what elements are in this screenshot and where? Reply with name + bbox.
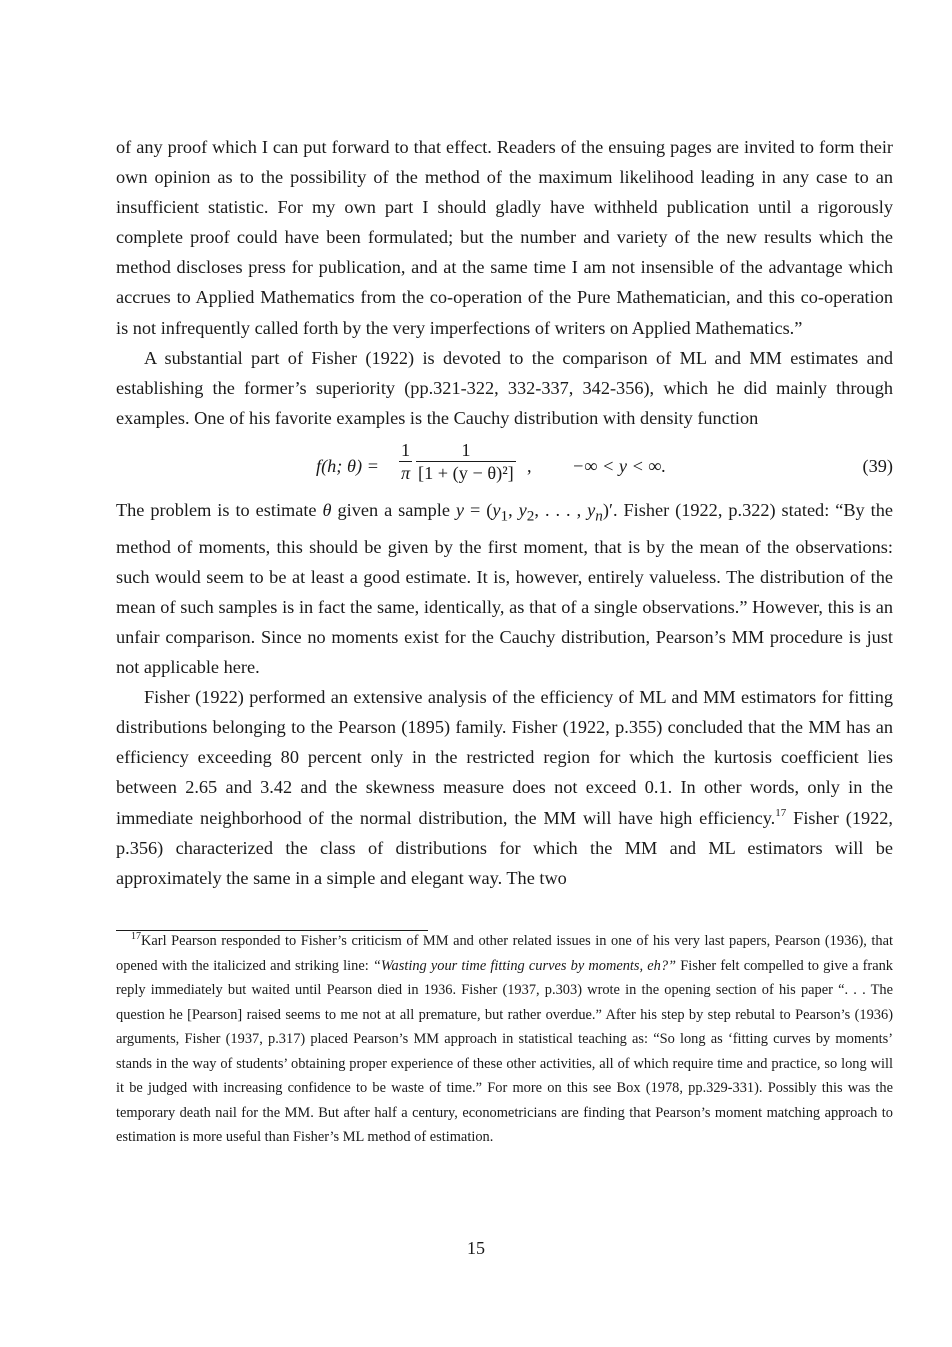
text-run: , . . . ,	[534, 499, 588, 520]
text-run: given a sample	[331, 499, 456, 520]
fraction-numerator: 1	[401, 439, 411, 460]
equation-comma: ,	[527, 455, 532, 476]
footnote-text: Fisher felt compelled to give a frank reply immediately but waited until Pearson died in 1936. Fisher (1937, p.303) wrote in the opening section of his paper “. . . The question he [Pearson] raised seems to me not at all premature, but rather overdue.” After his step by step rebutal to Pearson’s (1936) arguments, Fisher (1937, p.317) placed Pearson’s MM approach in statistical teaching as: “So long as ‘fitting curves by moments’ stands in the way of students’ obtaining proper experience of these other activities, all of which require time and practice, so long will it be judged with increasing confidence to be waste of time.” For more on this see Box (1978, pp.329-331). Possibly this was the temporary death nail for the MM. But after half a century, econometricians are finding that Pearson’s moment matching approach to estimation is more useful than Fisher’s ML method of estimation.	[116, 957, 893, 1145]
fraction-numerator: 1	[461, 439, 471, 460]
subscript: 2	[526, 507, 535, 525]
math-yn: y	[587, 499, 596, 520]
text-run: Fisher (1922) performed an extensive analysis of the efficiency of ML and MM estimators for fitting distributions belonging to the Pearson (1895) family. Fisher (1922, p.355) concluded that the MM has an efficiency exceeding 80 percent only in the restricted region for which the kurtosis coefficient lies between 2.65 and 3.42 and the skewness measure does not exceed 0.1. In other words, only in the immediate neighborhood of the normal distribution, the MM will have high efficiency.	[116, 687, 893, 828]
fraction-denominator: [1 + (y − θ)²]	[418, 462, 514, 483]
math-theta: θ	[322, 499, 332, 520]
equation-lhs: f(h; θ) =	[316, 455, 379, 476]
fraction-one-over-pi	[399, 439, 412, 484]
subscript: n	[595, 507, 603, 525]
footnote-17	[116, 929, 893, 1150]
footnote-mark: 17	[131, 931, 141, 942]
footnote-text: Karl Pearson responded to Fisher’s criticism of MM and other related issues in one of his very last papers, Pearson (1936), that opened with the italicized and striking line:	[116, 933, 893, 974]
main-text	[116, 132, 893, 893]
text-run: )′. Fisher (1922, p.322) stated: “By the method of moments, this should be given by the first moment, that is by the mean of the observations: such would seem to be at least a good estimate. It is, however, entirely valueless. The distribution of the mean of such samples is in fact the same, identically, as that of a single observations.” However, this is an unfair comparison. Since no moments exist for the Cauchy distribution, Pearson’s MM procedure is just not applicable here.	[116, 499, 893, 678]
equation-domain: −∞ < y < ∞.	[572, 455, 667, 476]
text-run: = (	[464, 499, 493, 520]
paragraph-4	[116, 682, 893, 893]
page-number: 15	[467, 1238, 485, 1258]
math-y1: y	[492, 499, 501, 520]
paragraph-2: A substantial part of Fisher (1922) is devoted to the comparison of ML and MM estimates and establishing the former’s superiority (pp.321-322, 332-337, 342-356), which he did mainly through examples. One of his favorite examples is the Cauchy distribution with density function	[116, 347, 893, 428]
subscript: 1	[500, 507, 509, 525]
paragraph-1: of any proof which I can put forward to that effect. Readers of the ensuing pages are invited to form their own opinion as to the possibility of the method of the maximum likelihood leading in any case to an insufficient statistic. For my own part I should gladly have withheld publication until a rigorously complete proof could have been formulated; but the number and variety of the new results which the method discloses press for publication, and at the same time I am not insensible of the advantage which accrues to Applied Mathematics from the co-operation of the Pure Mathematician, and this co-operation is not infrequently called forth by the very imperfections of writers on Applied Mathematics.”	[116, 137, 893, 338]
text-run: ,	[508, 499, 519, 520]
text-run: Fisher (1922, p.356) characterized the class of distributions for which the MM and ML estimators will be approximately the same in a simple and elegant way. The two	[116, 807, 893, 888]
equation-number: (39)	[862, 455, 893, 476]
footnote-reference[interactable]: 17	[775, 806, 787, 819]
footnote-quote: “Wasting your time fitting curves by moments, eh?”	[372, 957, 677, 974]
footnote-indent	[116, 933, 131, 949]
paragraph-3	[116, 495, 893, 682]
equation-39	[116, 435, 893, 497]
fraction-cauchy-kernel	[416, 439, 516, 484]
text-run: The problem is to estimate	[116, 499, 323, 520]
math-y2: y	[518, 499, 527, 520]
fraction-denominator: π	[401, 462, 411, 483]
page-body	[116, 132, 893, 893]
math-y: y	[455, 499, 465, 520]
